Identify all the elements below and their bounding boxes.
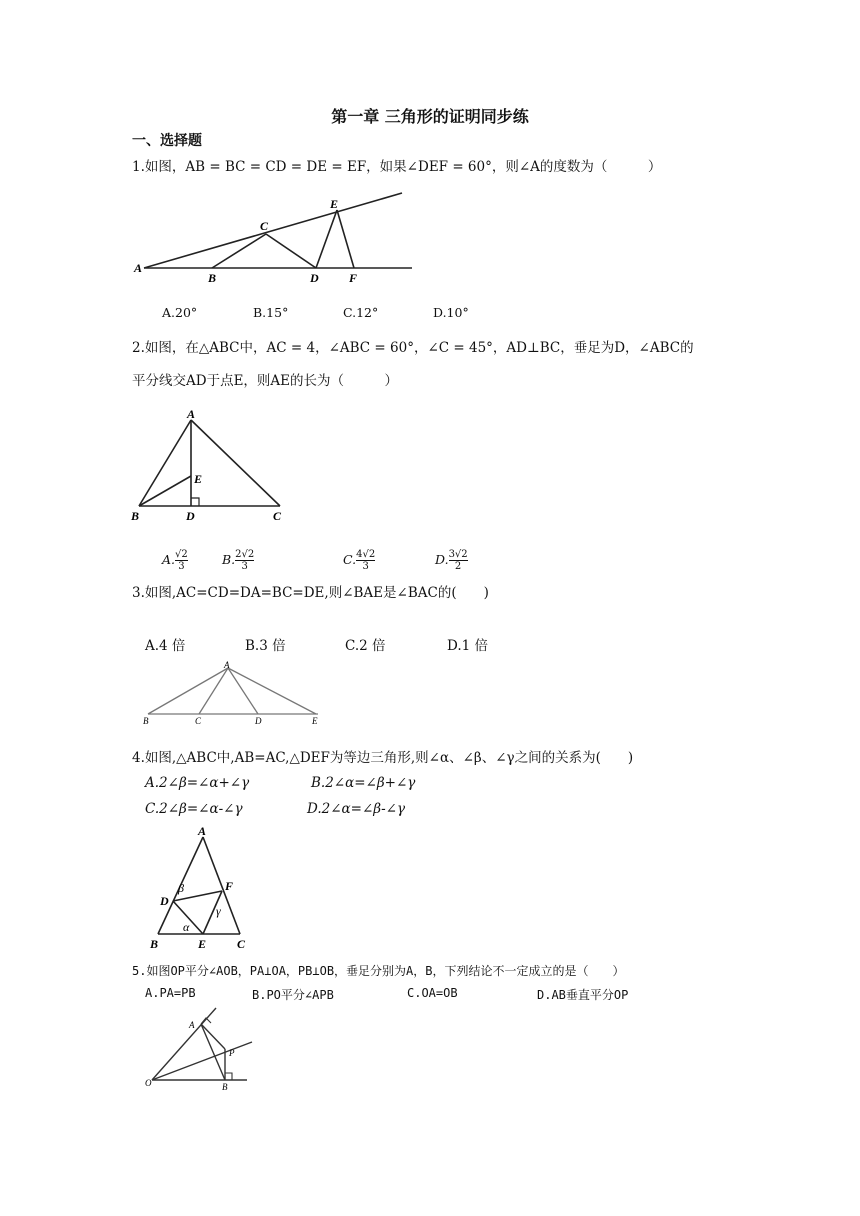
q4-label-c: C — [237, 937, 246, 950]
q3-label-a: A — [224, 660, 230, 670]
q5-option-c: C.OA=OB — [407, 986, 458, 1000]
q2-label-d: D — [186, 509, 195, 523]
q3-label-b: B — [143, 716, 149, 726]
q4-label-f: F — [225, 879, 234, 893]
q1-option-b: B.15° — [253, 305, 289, 320]
q3-option-d: D.1 倍 — [447, 638, 489, 654]
q4-option-a: A.2∠β=∠α+∠γ — [145, 775, 250, 791]
q4-option-b: B.2∠α=∠β+∠γ — [311, 775, 416, 791]
question-2-figure — [128, 406, 293, 524]
q1-label-a: A — [134, 261, 143, 275]
q4-option-d: D.2∠α=∠β-∠γ — [307, 801, 406, 817]
q1-label-f: F — [349, 271, 358, 285]
q2-option-a: A. $\frac{√2}{3}$ — [162, 549, 188, 572]
q3-option-a: A.4 倍 — [145, 638, 186, 654]
question-5-text: 5.如图OP平分∠AOB，PA⊥OA，PB⊥OB，垂足分别为A，B，下列结论不一定成立的是（ ） — [132, 964, 625, 978]
q5-option-b: B.PO平分∠APB — [252, 988, 334, 1002]
q1-label-e: E — [330, 197, 339, 211]
q4-option-c: C.2∠β=∠α-∠γ — [145, 801, 243, 817]
question-3-text: 3.如图,AC=CD=DA=BC=DE,则∠BAE是∠BAC的( ) — [132, 585, 489, 601]
q1-label-b: B — [208, 271, 217, 285]
question-4-figure — [140, 824, 255, 950]
q3-label-d: D — [255, 716, 262, 726]
q4-label-alpha: α — [183, 920, 190, 934]
q4-label-a: A — [198, 824, 207, 838]
q2-label-e: E — [194, 472, 203, 486]
q2-label-c: C — [273, 509, 282, 523]
question-2-line-1: 2.如图，在△ABC中，AC = 4，∠ABC = 60°，∠C = 45°，AD⊥BC，垂足为D，∠ABC的 — [132, 340, 694, 356]
q5-option-a: A.PA=PB — [145, 986, 196, 1000]
question-5-figure — [140, 1004, 260, 1094]
q1-label-c: C — [260, 219, 269, 233]
q2-label-a: A — [187, 407, 196, 421]
q3-label-c: C — [195, 716, 202, 726]
question-1-text: 1.如图，AB = BC = CD = DE = EF，如果∠DEF = 60°，则∠A的度数为（ ） — [132, 159, 662, 175]
q3-option-c: C.2 倍 — [345, 638, 386, 654]
page-title: 第一章 三角形的证明同步练 — [331, 107, 529, 126]
q4-label-e: E — [198, 937, 207, 950]
q4-label-beta: β — [178, 881, 184, 895]
q4-label-b: B — [150, 937, 159, 950]
q4-label-d: D — [160, 894, 169, 908]
q1-option-d: D.10° — [433, 305, 469, 320]
q2-option-c: C. $\frac{4√2}{3}$ — [343, 549, 376, 572]
question-2-line-2: 平分线交AD于点E，则AE的长为（ ） — [132, 373, 399, 389]
q5-label-a: A — [189, 1020, 195, 1030]
q3-option-b: B.3 倍 — [245, 638, 286, 654]
q1-label-d: D — [310, 271, 319, 285]
q1-option-c: C.12° — [343, 305, 379, 320]
q5-option-d: D.AB垂直平分OP — [537, 988, 629, 1002]
q5-label-p: P — [229, 1048, 235, 1058]
q2-option-b: B. $\frac{2√2}{3}$ — [222, 549, 255, 572]
q2-label-b: B — [131, 509, 140, 523]
q5-label-o: O — [145, 1078, 152, 1088]
q1-option-a: A.20° — [162, 305, 198, 320]
q4-label-gamma: γ — [216, 904, 221, 918]
question-1-figure — [130, 188, 420, 286]
q2-option-d: D. $\frac{3√2}{2}$ — [435, 549, 468, 572]
question-4-text: 4.如图,△ABC中,AB=AC,△DEF为等边三角形,则∠α、∠β、∠γ之间的关系为( ) — [132, 750, 634, 766]
section-heading: 一、选择题 — [132, 133, 202, 149]
question-3-figure — [138, 658, 328, 728]
q3-label-e: E — [312, 716, 318, 726]
q5-label-b: B — [222, 1082, 228, 1092]
